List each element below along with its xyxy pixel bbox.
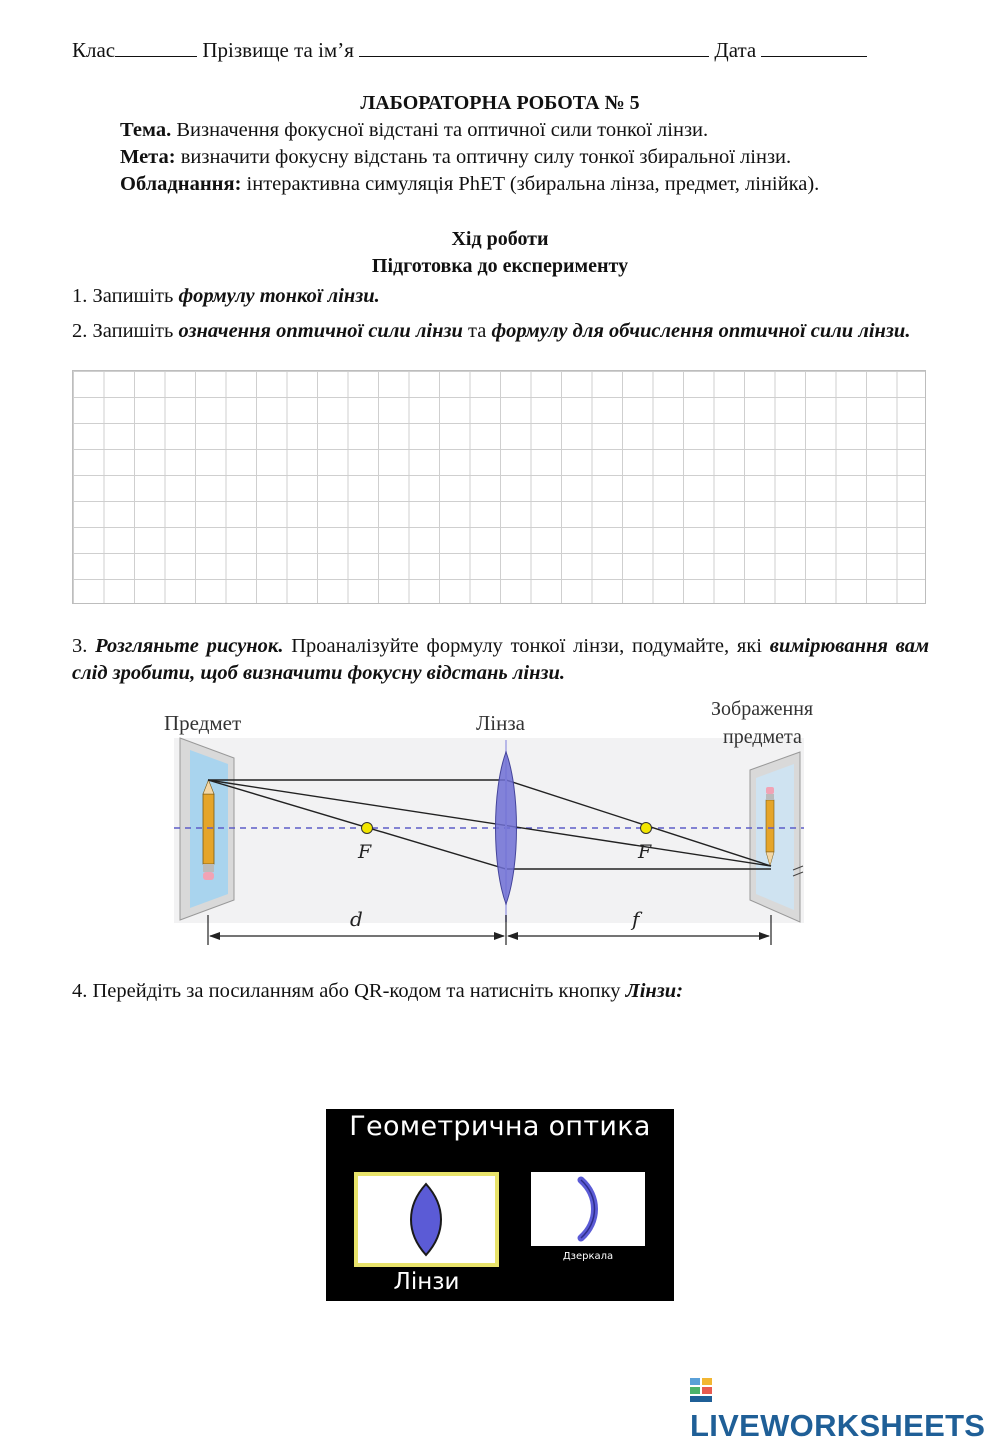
lenses-button[interactable] <box>354 1172 499 1267</box>
mirror-icon <box>531 1172 645 1246</box>
task-3-emph-1: Розгляньте рисунок. <box>95 635 284 657</box>
task-1-prefix: 1. Запишіть <box>72 285 179 307</box>
phet-title: Геометрична оптика <box>349 1111 651 1142</box>
task-2-prefix: 2. Запишіть <box>72 320 179 342</box>
image-screen <box>750 752 803 922</box>
diagram-background <box>174 738 804 923</box>
task-3-prefix: 3. <box>72 635 96 657</box>
task-3-middle: Проаналізуйте формулу тонкої лінзи, подумайте, які <box>283 635 770 657</box>
topic-line <box>120 119 708 142</box>
answer-grid[interactable] <box>72 370 926 604</box>
mirrors-button-label[interactable]: Дзеркала <box>562 1251 614 1262</box>
lens-label: Лінза <box>476 711 525 735</box>
image-label-line-2: предмета <box>723 726 802 748</box>
object-label: Предмет <box>164 711 242 735</box>
brand-text: LIVEWORKSHEETS <box>690 1408 986 1443</box>
distance-d-label: d <box>350 907 363 931</box>
topic-text: Визначення фокусної відстані та оптичної сили тонкої лінзи. <box>171 119 709 141</box>
name-label: Прізвище та ім’я <box>202 38 354 62</box>
lenses-button-label[interactable]: Лінзи <box>393 1269 460 1295</box>
phet-menu-screenshot <box>326 1109 674 1301</box>
lens-icon <box>358 1176 495 1263</box>
task-2-middle: та <box>462 320 492 342</box>
task-2 <box>72 318 929 345</box>
liveworksheets-mark-icon <box>690 1378 712 1402</box>
image-label-line-1: Зображення <box>711 698 814 720</box>
distance-f-label: f <box>632 907 640 931</box>
class-field[interactable] <box>115 39 197 57</box>
lens-diagram <box>160 690 840 955</box>
task-2-emph-2: формулу для обчислення оптичної сили лінзи. <box>491 320 911 342</box>
equipment-label: Обладнання: <box>120 173 242 195</box>
page-title: ЛАБОРАТОРНА РОБОТА № 5 <box>360 92 640 114</box>
topic-label: Тема. <box>120 119 172 141</box>
task-4-prefix: 4. Перейдіть за посиланням або QR-кодом та натисніть кнопку <box>72 980 626 1002</box>
mirrors-button[interactable] <box>531 1172 645 1246</box>
task-3-emph-2: вимірювання вам слід зробити, щоб визначити фокусну відстань лінзи. <box>72 635 929 684</box>
focus-label-right: F <box>638 841 652 863</box>
equipment-line <box>120 173 819 196</box>
date-field[interactable] <box>761 39 867 57</box>
equipment-text: інтерактивна симуляція PhET (збиральна лінза, предмет, лінійка). <box>241 173 820 195</box>
object-screen <box>180 738 234 920</box>
task-4 <box>72 978 929 1005</box>
task-1 <box>72 283 929 310</box>
preparation-heading: Підготовка до експерименту <box>371 255 629 277</box>
pencil-image-icon <box>766 787 774 866</box>
goal-line <box>120 146 791 169</box>
class-label: Клас <box>72 38 116 62</box>
focus-label-left: F <box>358 841 372 863</box>
goal-text: визначити фокусну відстань та оптичну силу тонкої збиральної лінзи. <box>175 146 792 168</box>
task-1-emph: формулу тонкої лінзи <box>178 285 375 307</box>
task-4-emph: Лінзи: <box>625 980 684 1002</box>
task-3 <box>72 633 929 687</box>
name-field[interactable] <box>359 39 709 57</box>
goal-label: Мета: <box>120 146 176 168</box>
date-label: Дата <box>714 38 757 62</box>
liveworksheets-logo <box>690 1372 1000 1444</box>
focus-point-right <box>641 823 652 834</box>
header-line <box>72 38 867 63</box>
focus-point-left <box>362 823 373 834</box>
task-1-suffix: . <box>374 285 380 307</box>
task-2-emph-1: означення оптичної сили лінзи <box>178 320 463 342</box>
procedure-heading: Хід роботи <box>451 228 549 250</box>
pencil-object-icon <box>203 780 214 880</box>
